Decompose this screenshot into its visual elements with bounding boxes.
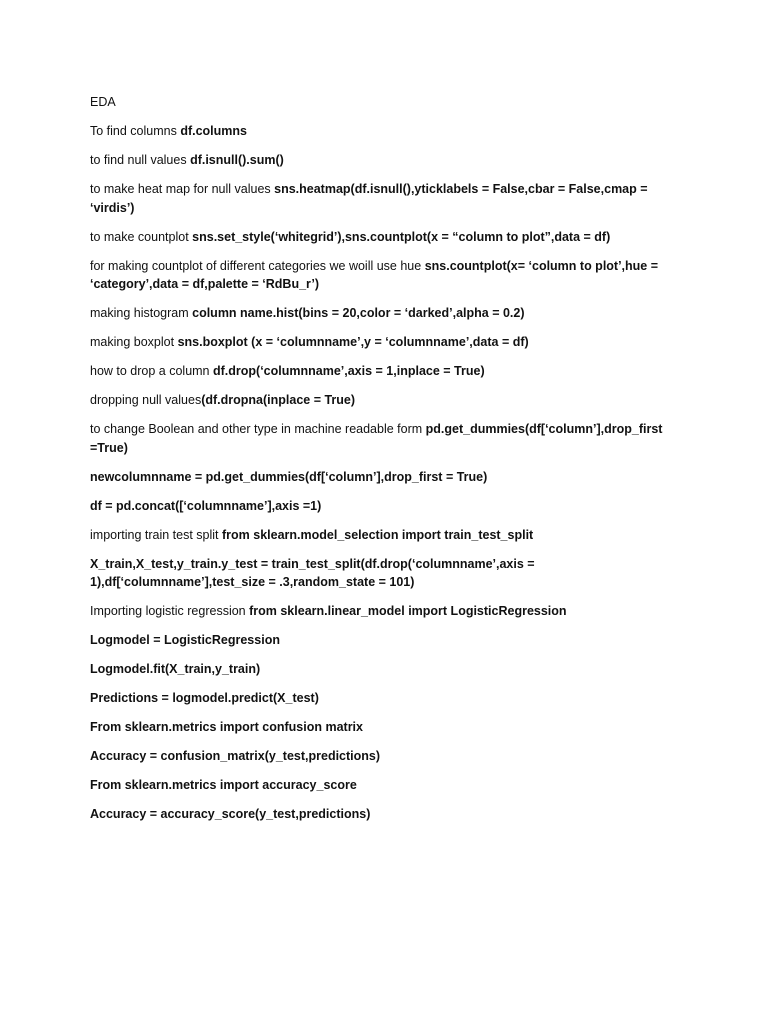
description-text: making boxplot bbox=[90, 335, 178, 349]
text-line bbox=[90, 257, 690, 294]
text-line bbox=[90, 333, 690, 352]
description-text: to make countplot bbox=[90, 229, 193, 244]
text-line bbox=[90, 747, 690, 766]
description-text: importing train test split bbox=[90, 527, 222, 542]
text-line bbox=[90, 228, 690, 247]
code-snippet: sns.set_style(‘whitegrid’),sns.countplot(x = “column to plot”,data = df) bbox=[192, 229, 611, 244]
text-line bbox=[90, 420, 690, 457]
text-line bbox=[90, 362, 690, 381]
description-text: how to drop a column bbox=[90, 364, 213, 378]
code-snippet: From sklearn.metrics import confusion matrix bbox=[90, 720, 363, 734]
code-snippet: sns.heatmap(df.isnull(),yticklabels = False,cbar = False,cmap = ‘virdis’) bbox=[90, 182, 648, 215]
document-heading bbox=[90, 93, 690, 112]
code-snippet: sns.countplot(x= ‘column to plot’,hue = ‘category’,data = df,palette = ‘RdBu_r’) bbox=[90, 258, 659, 291]
text-line bbox=[90, 602, 690, 621]
text-line bbox=[90, 497, 690, 516]
code-snippet: from sklearn.linear_model import LogisticRegression bbox=[249, 604, 567, 618]
text-line bbox=[90, 391, 690, 410]
text-line bbox=[90, 631, 690, 650]
code-snippet: sns.boxplot (x = ‘columnname’,y = ‘columnname’,data = df) bbox=[177, 335, 529, 349]
text-line bbox=[90, 180, 690, 217]
code-snippet: X_train,X_test,y_train.y_test = train_test_split(df.drop(‘columnname’,axis = 1),df[‘columnname’],test_size = .3,random_state = 101) bbox=[90, 556, 535, 589]
description-text: to make heat map for null values bbox=[90, 182, 275, 196]
text-line bbox=[90, 660, 690, 679]
code-snippet: newcolumnname = pd.get_dummies(df[‘column’],drop_first = True) bbox=[90, 469, 488, 484]
text-line bbox=[90, 122, 690, 141]
code-snippet: Accuracy = confusion_matrix(y_test,predictions) bbox=[90, 749, 381, 763]
document-body bbox=[90, 93, 690, 834]
description-text: making histogram bbox=[90, 306, 193, 320]
text-line bbox=[90, 304, 690, 323]
code-snippet: From sklearn.metrics import accuracy_score bbox=[90, 778, 357, 792]
description-text: for making countplot of different categories we woill use hue bbox=[90, 258, 425, 273]
code-snippet: pd.get_dummies(df[‘column’],drop_first =True) bbox=[90, 422, 663, 455]
description-text: Importing logistic regression bbox=[90, 604, 250, 618]
code-snippet: df.isnull().sum() bbox=[190, 153, 284, 167]
code-snippet: (df.dropna(inplace = True) bbox=[201, 393, 356, 407]
code-snippet: column name.hist(bins = 20,color = ‘darked’,alpha = 0.2) bbox=[192, 306, 525, 320]
text-line bbox=[90, 526, 690, 545]
description-text: To find columns bbox=[90, 124, 181, 138]
code-snippet: Predictions = logmodel.predict(X_test) bbox=[90, 691, 319, 705]
text-line bbox=[90, 718, 690, 737]
text-line bbox=[90, 151, 690, 170]
code-snippet: Logmodel = LogisticRegression bbox=[90, 633, 280, 647]
code-snippet: Logmodel.fit(X_train,y_train) bbox=[90, 662, 261, 676]
description-text: to change Boolean and other type in machine readable form bbox=[90, 422, 426, 436]
text-line bbox=[90, 689, 690, 708]
text-line bbox=[90, 776, 690, 795]
description-text: to find null values bbox=[90, 153, 191, 167]
code-snippet: df = pd.concat([‘columnname’],axis =1) bbox=[90, 498, 322, 513]
text-line bbox=[90, 805, 690, 824]
description-text: EDA bbox=[90, 95, 116, 109]
text-line bbox=[90, 555, 690, 592]
text-line bbox=[90, 468, 690, 487]
code-snippet: df.drop(‘columnname’,axis = 1,inplace = True) bbox=[213, 364, 485, 378]
description-text: dropping null values bbox=[90, 393, 202, 407]
code-snippet: df.columns bbox=[180, 124, 247, 138]
code-snippet: Accuracy = accuracy_score(y_test,predictions) bbox=[90, 807, 371, 821]
code-snippet: from sklearn.model_selection import train_test_split bbox=[222, 527, 534, 542]
